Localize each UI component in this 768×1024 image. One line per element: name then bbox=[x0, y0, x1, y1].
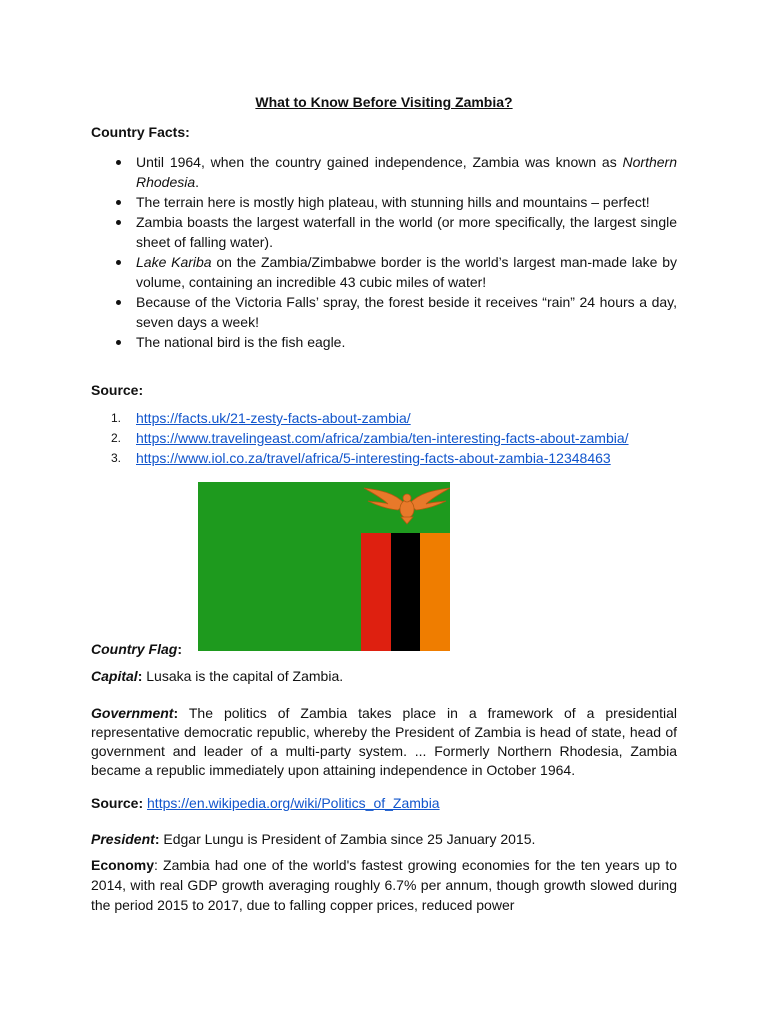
wikipedia-source-link[interactable]: https://en.wikipedia.org/wiki/Politics_of_Zambia bbox=[147, 795, 440, 811]
list-item: Until 1964, when the country gained independence, Zambia was known as Northern Rhodesia. bbox=[91, 152, 677, 192]
president-paragraph: President: Edgar Lungu is President of Zambia since 25 January 2015. bbox=[91, 831, 536, 847]
source-link-1[interactable]: https://facts.uk/21-zesty-facts-about-zambia/ bbox=[136, 410, 411, 426]
sources-list bbox=[91, 408, 677, 468]
flag-red-stripe bbox=[361, 533, 391, 651]
document-title: What to Know Before Visiting Zambia? bbox=[255, 94, 513, 110]
list-item: Because of the Victoria Falls’ spray, the forest beside it receives “rain” 24 hours a day, seven days a week! bbox=[91, 292, 677, 332]
government-paragraph: Government: The politics of Zambia takes place in a framework of a presidential representative democratic republic, whereby the President of Zambia is head of state, head of government and leader of a multi-party system. ... Formerly Northern Rhodesia, Zambia became a republic immediately upon attaining independence in October 1964. bbox=[91, 705, 677, 778]
economy-paragraph: Economy: Zambia had one of the world's fastest growing economies for the ten years up to 2014, with real GDP growth averaging roughly 6.7% per annum, though growth slowed during the period 2015 to 2017, due to falling copper prices, reduced power bbox=[91, 857, 677, 913]
source-heading: Source: bbox=[91, 382, 144, 398]
source-item: 1. https://facts.uk/21-zesty-facts-about-zambia/ bbox=[111, 410, 411, 426]
source-link-3[interactable]: https://www.iol.co.za/travel/africa/5-interesting-facts-about-zambia-12348463 bbox=[136, 450, 611, 466]
government-source: Source: https://en.wikipedia.org/wiki/Politics_of_Zambia bbox=[91, 795, 440, 811]
country-flag-label: Country Flag: bbox=[91, 641, 183, 657]
list-item: Zambia boasts the largest waterfall in the world (or more specifically, the largest single sheet of falling water). bbox=[91, 212, 677, 252]
flag-black-stripe bbox=[391, 533, 420, 651]
list-item: The national bird is the fish eagle. bbox=[91, 332, 677, 352]
facts-list bbox=[91, 152, 677, 352]
capital-paragraph: Capital: Lusaka is the capital of Zambia. bbox=[91, 668, 344, 684]
source-item: 3. https://www.iol.co.za/travel/africa/5-interesting-facts-about-zambia-12348463 bbox=[111, 450, 611, 466]
zambia-flag-image bbox=[198, 482, 450, 651]
list-item: The terrain here is mostly high plateau, with stunning hills and mountains – perfect! bbox=[91, 192, 677, 212]
source-link-2[interactable]: https://www.travelingeast.com/africa/zambia/ten-interesting-facts-about-zambia/ bbox=[136, 430, 629, 446]
list-item: Lake Kariba on the Zambia/Zimbabwe border is the world’s largest man-made lake by volume, containing an incredible 43 cubic miles of water! bbox=[91, 252, 677, 292]
country-facts-heading: Country Facts: bbox=[91, 124, 190, 140]
flag-orange-stripe bbox=[420, 533, 450, 651]
source-item: 2. https://www.travelingeast.com/africa/zambia/ten-interesting-facts-about-zambia/ bbox=[111, 430, 629, 446]
